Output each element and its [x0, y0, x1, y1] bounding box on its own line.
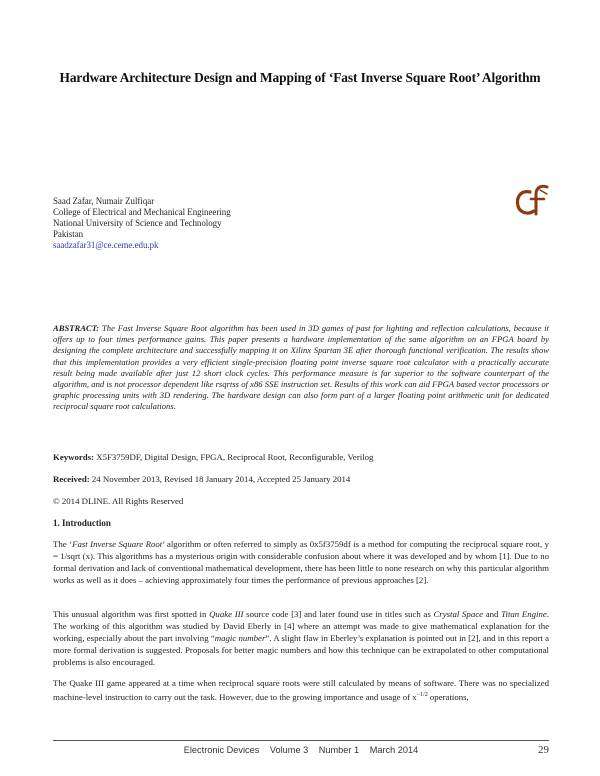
- p3-text-b: operations,: [427, 691, 469, 702]
- affiliation-country: Pakistan: [53, 229, 84, 239]
- footer-volume: Volume 3: [269, 745, 309, 755]
- footer-number: Number 1: [318, 745, 360, 755]
- page-number: 29: [538, 744, 549, 756]
- keywords-text: X5F3759DF, Digital Design, FPGA, Reciprocal Root, Reconfigurable, Verilog: [96, 452, 374, 462]
- abstract-label: ABSTRACT:: [53, 323, 100, 333]
- affiliation-college: College of Electrical and Mechanical Engineering: [53, 207, 231, 217]
- keywords-label: Keywords:: [53, 452, 95, 462]
- p2-text-a: This unusual algorithm was first spotted in: [53, 609, 210, 619]
- intro-paragraph-1: [53, 538, 549, 586]
- author-email-link[interactable]: saadzafar31@ce.ceme.edu.pk: [53, 240, 159, 250]
- p2-text-c: and: [483, 609, 502, 619]
- received-dates: [53, 474, 549, 485]
- author-block: [53, 196, 433, 251]
- p1-italic-name: Fast Inverse Square Root: [72, 539, 163, 549]
- abstract-text: The Fast Inverse Square Root algorithm has been used in 3D games of past for lighting and reflection calculations, because it offers up to four times performance gains. This paper presents a hardware implementation of the same algorithm on an FPGA board by designing the complete architecture and successfully mapping it on Xilinx Spartan 3E after thorough functional verification. The results show that this implementation provides a very efficient single-precision floating point inverse square root calculator with a practically accurate result being made available after just 12 short clock cycles. This performance measure is far superior to the software counterpart of the algorithm, and is not processor dependent like rsqrtss of x86 SSE instruction set. Results of this work can aid FPGA based vector processors or graphic processing units with 3D rendering. The hardware design can also form part of a larger floating point arithmetic unit for dedicated reciprocal square root calculations.: [53, 323, 549, 412]
- p2-text-e: ”. A slight flaw in Eberley’s explanation is pointed out in [2], and in this report a more formal derivation is suggested. Proposals for better magic numbers and how this technique can be extrapolated to other computational problems is also encouraged.: [53, 633, 549, 667]
- section-heading-introduction: 1. Introduction: [53, 518, 111, 528]
- footer-date: March 2014: [369, 745, 419, 755]
- p3-text-a: The Quake III game appeared at a time when reciprocal square roots were still calculated by means of software. There was no specialized machine-level instruction to carry out the task. However, due to the growing importance and usage of x: [53, 678, 549, 702]
- footer-journal: Electronic Devices: [183, 745, 260, 755]
- p1-text-rest: ’ algorithm or often referred to simply as 0x5f3759df is a method for computing the reciprocal square root, y = 1/sqrt (x). This algorithms has a mysterious origin with considerable confusion about where it was developed and by whom [1]. Due to no formal derivation and lack of conventional mathematical development, there has been little to none research on why this particular algorithm works as well as it does – achieving approximately four times the performance of previous approaches [2].: [53, 539, 550, 585]
- p2-quake: Quake III: [209, 609, 244, 619]
- received-label: Received:: [53, 474, 90, 484]
- p2-text-d: . The working of this algorithm was studied by David Eberly in [4] where an attempt was made to give mathematical explanation for the working, especially about the part involving “: [53, 609, 549, 643]
- p2-magic: magic number: [214, 633, 266, 643]
- received-text: 24 November 2013, Revised 18 January 2014, Accepted 25 January 2014: [91, 474, 351, 484]
- p3-exponent: −1/2: [416, 692, 428, 698]
- keywords: [53, 452, 549, 463]
- author-names: Saad Zafar, Numair Zulfiqar: [53, 196, 155, 206]
- p2-titan: Titan Engine: [501, 609, 547, 619]
- intro-paragraph-3: [53, 677, 549, 703]
- p2-text-b: source code [3] and later found use in titles such as: [243, 609, 434, 619]
- affiliation-university: National University of Science and Technology: [53, 218, 222, 228]
- p1-text-start: The ‘: [53, 539, 73, 549]
- abstract: [53, 323, 549, 413]
- page-footer: [53, 740, 549, 755]
- intro-paragraph-2: [53, 608, 549, 668]
- p2-crystal: Crystal Space: [433, 609, 484, 619]
- paper-title: Hardware Architecture Design and Mapping of ‘Fast Inverse Square Root’ Algorithm: [59, 70, 541, 85]
- copyright: © 2014 DLINE. All Rights Reserved: [53, 496, 184, 506]
- cf-logo-icon: [514, 182, 550, 216]
